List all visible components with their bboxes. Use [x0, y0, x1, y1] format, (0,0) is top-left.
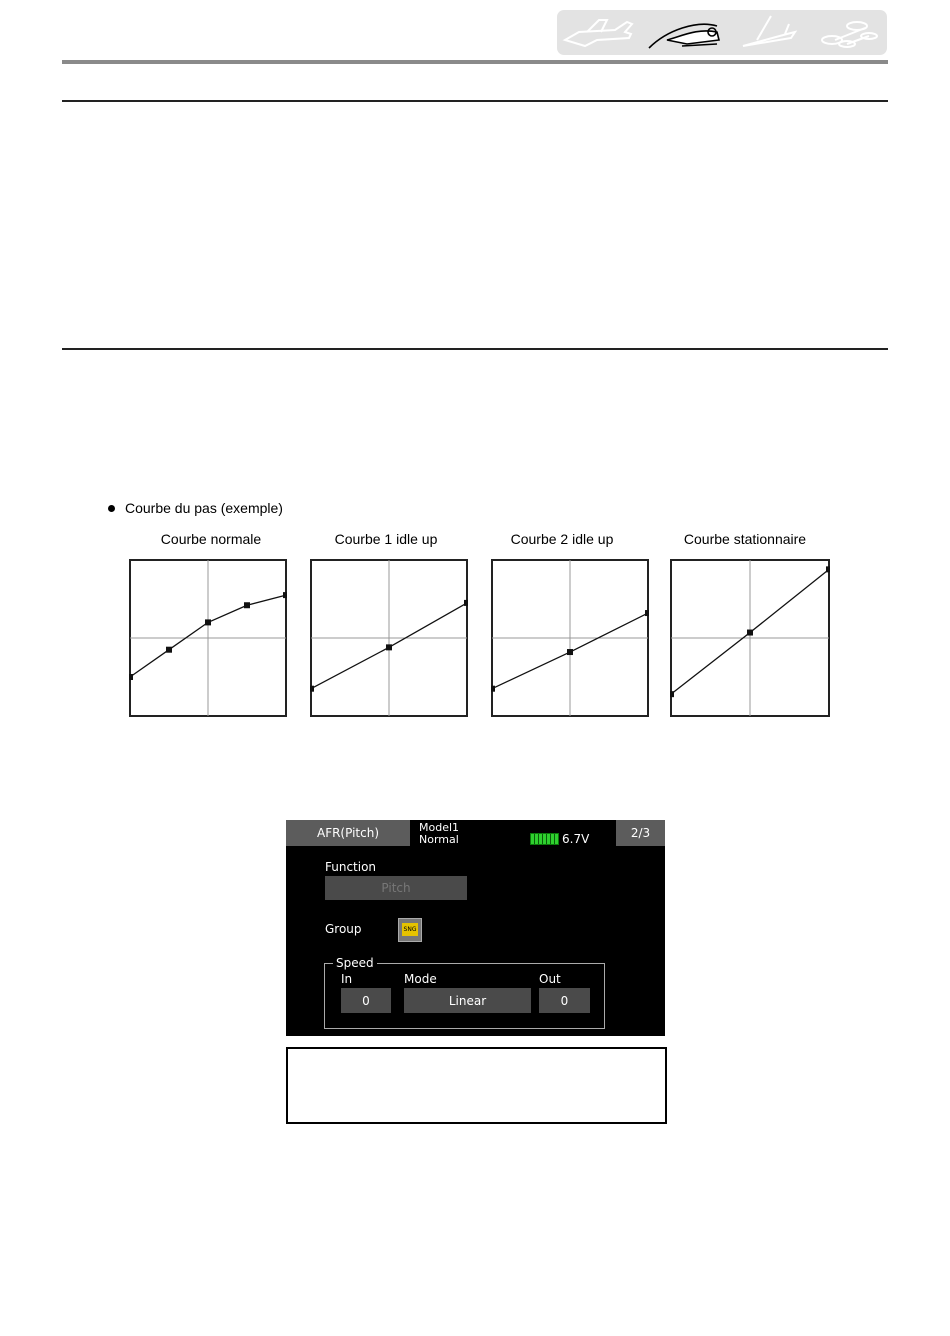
curve-point [567, 649, 573, 655]
curve-title: Courbe stationnaire [683, 531, 807, 547]
curve-point [747, 630, 753, 636]
curve-point [645, 610, 649, 616]
multicopter-icon [822, 22, 877, 47]
afr-pitch-tab[interactable]: AFR(Pitch) [286, 820, 410, 846]
speed-out-field[interactable]: 0 [539, 988, 590, 1013]
curve-title: Courbe normale [160, 531, 262, 547]
battery-icon [530, 833, 559, 845]
header-rule [62, 60, 888, 64]
speed-in-field[interactable]: 0 [341, 988, 391, 1013]
curve-point [670, 691, 674, 697]
helicopter-icon [649, 24, 719, 48]
function-field[interactable]: Pitch [325, 876, 467, 900]
speed-out-label: Out [539, 972, 561, 986]
speed-label: Speed [333, 956, 377, 970]
pitch-curve-heading-label: Courbe du pas (exemple) [125, 500, 283, 516]
battery-voltage: 6.7V [562, 832, 590, 846]
function-label: Function [325, 860, 377, 874]
curve-point [283, 592, 287, 598]
model-name: Model1 [419, 821, 460, 834]
group-button[interactable] [398, 918, 422, 942]
section-divider [62, 348, 888, 350]
curve-point [826, 566, 830, 572]
airplane-icon [565, 20, 632, 46]
curve-graph [129, 559, 287, 717]
curve-title: Courbe 1 idle up [334, 531, 438, 547]
curve-point [386, 644, 392, 650]
transmitter-screen [286, 820, 665, 1036]
curve-point [244, 602, 250, 608]
section-divider [62, 100, 888, 102]
curve-point [310, 686, 314, 692]
curve-point [205, 619, 211, 625]
group-label: Group [325, 922, 362, 936]
speed-mode-label: Mode [404, 972, 437, 986]
speed-in-label: In [341, 972, 353, 986]
curve-graph [670, 559, 830, 717]
pitch-curve-heading [108, 500, 283, 516]
curve-point [166, 647, 172, 653]
curve-graph [310, 559, 468, 717]
curve-point [491, 686, 495, 692]
curve-point [129, 674, 133, 680]
bullet-icon [108, 505, 115, 512]
condition-name: Normal [419, 833, 459, 846]
glider-icon [743, 16, 795, 46]
note-box [286, 1047, 667, 1124]
page-indicator-button[interactable]: 2/3 [616, 820, 665, 846]
curve-point [464, 600, 468, 606]
speed-mode-field[interactable]: Linear [404, 988, 531, 1013]
model-info [419, 822, 459, 846]
curve-title: Courbe 2 idle up [510, 531, 614, 547]
model-type-icon-strip [557, 10, 887, 55]
group-mode-icon: SNG [402, 923, 418, 936]
curve-graph [491, 559, 649, 717]
